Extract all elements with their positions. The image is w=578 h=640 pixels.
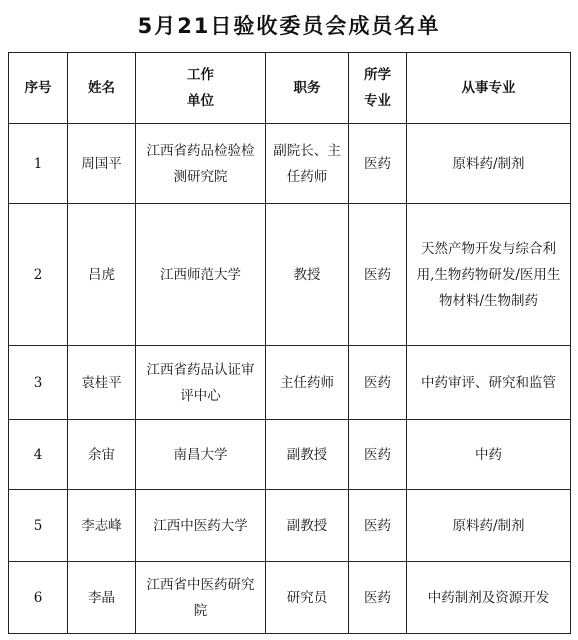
cell-index: 4 [9, 420, 68, 490]
cell-name: 周国平 [68, 124, 136, 204]
cell-specialty: 原料药/制剂 [407, 124, 571, 204]
table-row [9, 124, 571, 204]
cell-major: 医药 [349, 420, 407, 490]
cell-index: 5 [9, 490, 68, 562]
header-name: 姓名 [68, 53, 136, 124]
cell-index: 2 [9, 204, 68, 346]
cell-specialty: 中药审评、研究和监管 [407, 346, 571, 420]
committee-roster-table [8, 52, 571, 634]
header-major [349, 53, 407, 124]
cell-index: 1 [9, 124, 68, 204]
table-row [9, 204, 571, 346]
header-position: 职务 [266, 53, 349, 124]
cell-index: 3 [9, 346, 68, 420]
header-index: 序号 [9, 53, 68, 124]
cell-position: 副教授 [266, 490, 349, 562]
header-unit [136, 53, 266, 124]
cell-major: 医药 [349, 124, 407, 204]
header-specialty: 从事专业 [407, 53, 571, 124]
table-header-row [9, 53, 571, 124]
header-unit-line2: 单位 [187, 93, 214, 109]
cell-position: 教授 [266, 204, 349, 346]
header-major-line1: 所学 [364, 67, 391, 83]
cell-specialty: 天然产物开发与综合利用,生物药物研发/医用生物材料/生物制药 [407, 204, 571, 346]
cell-specialty: 中药制剂及资源开发 [407, 562, 571, 634]
cell-major: 医药 [349, 204, 407, 346]
cell-name: 吕虎 [68, 204, 136, 346]
table-row [9, 562, 571, 634]
table-row [9, 346, 571, 420]
cell-position: 副教授 [266, 420, 349, 490]
cell-name: 余宙 [68, 420, 136, 490]
cell-name: 袁桂平 [68, 346, 136, 420]
table-row [9, 490, 571, 562]
cell-position: 主任药师 [266, 346, 349, 420]
cell-index: 6 [9, 562, 68, 634]
cell-unit: 江西省药品检验检测研究院 [136, 124, 266, 204]
page-title: 5月21日验收委员会成员名单 [137, 14, 441, 38]
cell-unit: 江西省药品认证审评中心 [136, 346, 266, 420]
cell-specialty: 原料药/制剂 [407, 490, 571, 562]
cell-specialty: 中药 [407, 420, 571, 490]
cell-major: 医药 [349, 490, 407, 562]
header-unit-line1: 工作 [187, 67, 214, 83]
table-row [9, 420, 571, 490]
cell-name: 李志峰 [68, 490, 136, 562]
cell-unit: 江西中医药大学 [136, 490, 266, 562]
cell-position: 研究员 [266, 562, 349, 634]
header-major-line2: 专业 [364, 93, 391, 109]
cell-major: 医药 [349, 562, 407, 634]
cell-unit: 江西师范大学 [136, 204, 266, 346]
cell-major: 医药 [349, 346, 407, 420]
cell-unit: 江西省中医药研究院 [136, 562, 266, 634]
cell-unit: 南昌大学 [136, 420, 266, 490]
cell-name: 李晶 [68, 562, 136, 634]
cell-position: 副院长、主任药师 [266, 124, 349, 204]
